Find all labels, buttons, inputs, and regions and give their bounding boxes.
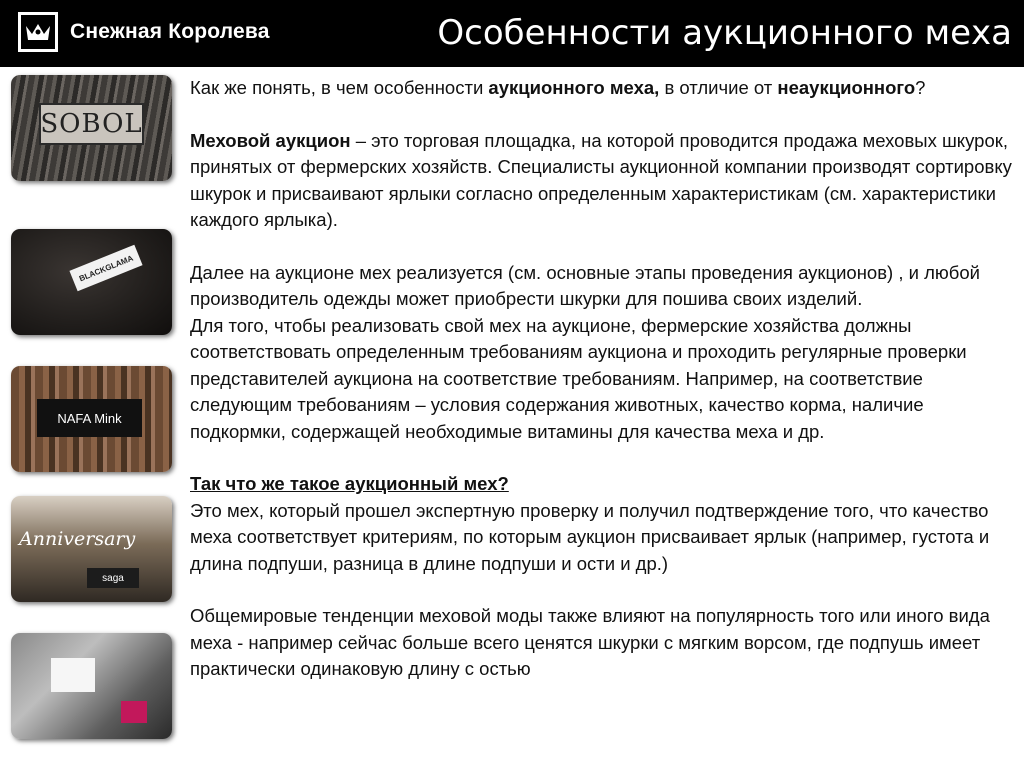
intro-paragraph <box>190 75 1020 102</box>
thumbnail-sobol-label <box>11 75 172 181</box>
anniversary-text: Anniversary <box>19 528 136 550</box>
thumbnail-nafa-label <box>11 366 172 472</box>
trends-paragraph: Общемировые тенденции меховой моды также влияют на популярность того или иного вида меха - например сейчас больше всего ценятся шкурки с мягким ворсом, где подпушь имеет практически одинаковую длину с остью <box>190 605 990 679</box>
saga-label: saga <box>87 568 139 588</box>
nafa-label: NAFA Mink <box>37 399 142 437</box>
header-bar <box>0 0 1024 67</box>
thumbnail-saga-label <box>11 496 172 602</box>
intro-text: Как же понять, в чем особенности <box>190 77 489 98</box>
page-title: Особенности аукционного меха <box>437 13 1012 53</box>
auction-term: Меховой аукцион <box>190 129 351 151</box>
brand-name: Снежная Королева <box>70 20 270 43</box>
answer-paragraph: Это мех, который прошел экспертную проверку и получил подтверждение того, что качество меха соответствует критериям, по которым аукцион присваивает ярлык (например, густота и длина подпуши, разница в длине подпуши и ости и др.) <box>190 499 990 574</box>
sobol-label: SOBOL <box>39 103 144 145</box>
fur-tag-white <box>51 658 95 692</box>
question-heading: Так что же такое аукционный мех? <box>190 473 509 494</box>
article-text <box>190 75 1020 683</box>
intro-question-mark: ? <box>915 77 926 98</box>
crown-icon <box>18 12 58 52</box>
intro-bold-non-auction: неаукционного <box>777 77 916 98</box>
sales-paragraph: Далее на аукционе мех реализуется (см. основные этапы проведения аукционов) , и любой производитель одежды может приобрести шкурки для пошива своих изделий. <box>190 261 980 309</box>
auction-definition-paragraph <box>190 128 1020 234</box>
fur-tag-pink <box>121 701 147 723</box>
intro-text-2: в отличие от <box>659 77 778 98</box>
brand-logo <box>18 10 270 54</box>
requirements-paragraph: Для того, чтобы реализовать свой мех на аукционе, фермерские хозяйства должны соответствовать определенным требованиям аукциона и проходить регулярные проверки представителей аукциона на соответствие требованиям. Например, на соответствие следующим требованиям – условия содержания животных, качество корма, наличие подкормки, содержащей необходимые витамины для качества меха и др. <box>190 314 967 442</box>
intro-bold-auction-fur: аукционного меха, <box>488 77 660 98</box>
blackglama-label: BLACKGLAMA <box>69 245 142 292</box>
thumbnail-blackglama-label <box>11 229 172 335</box>
thumbnail-fur-labels <box>11 633 172 739</box>
auction-definition-text: – это торговая площадка, на которой проводится продажа меховых шкурок, принятых от фермерских хозяйств. Специалисты аукционной компании производят сортировку шкурок и присваивают ярлыки согласно определенным характеристикам (см. характеристики каждого ярлыка). <box>190 129 1012 230</box>
